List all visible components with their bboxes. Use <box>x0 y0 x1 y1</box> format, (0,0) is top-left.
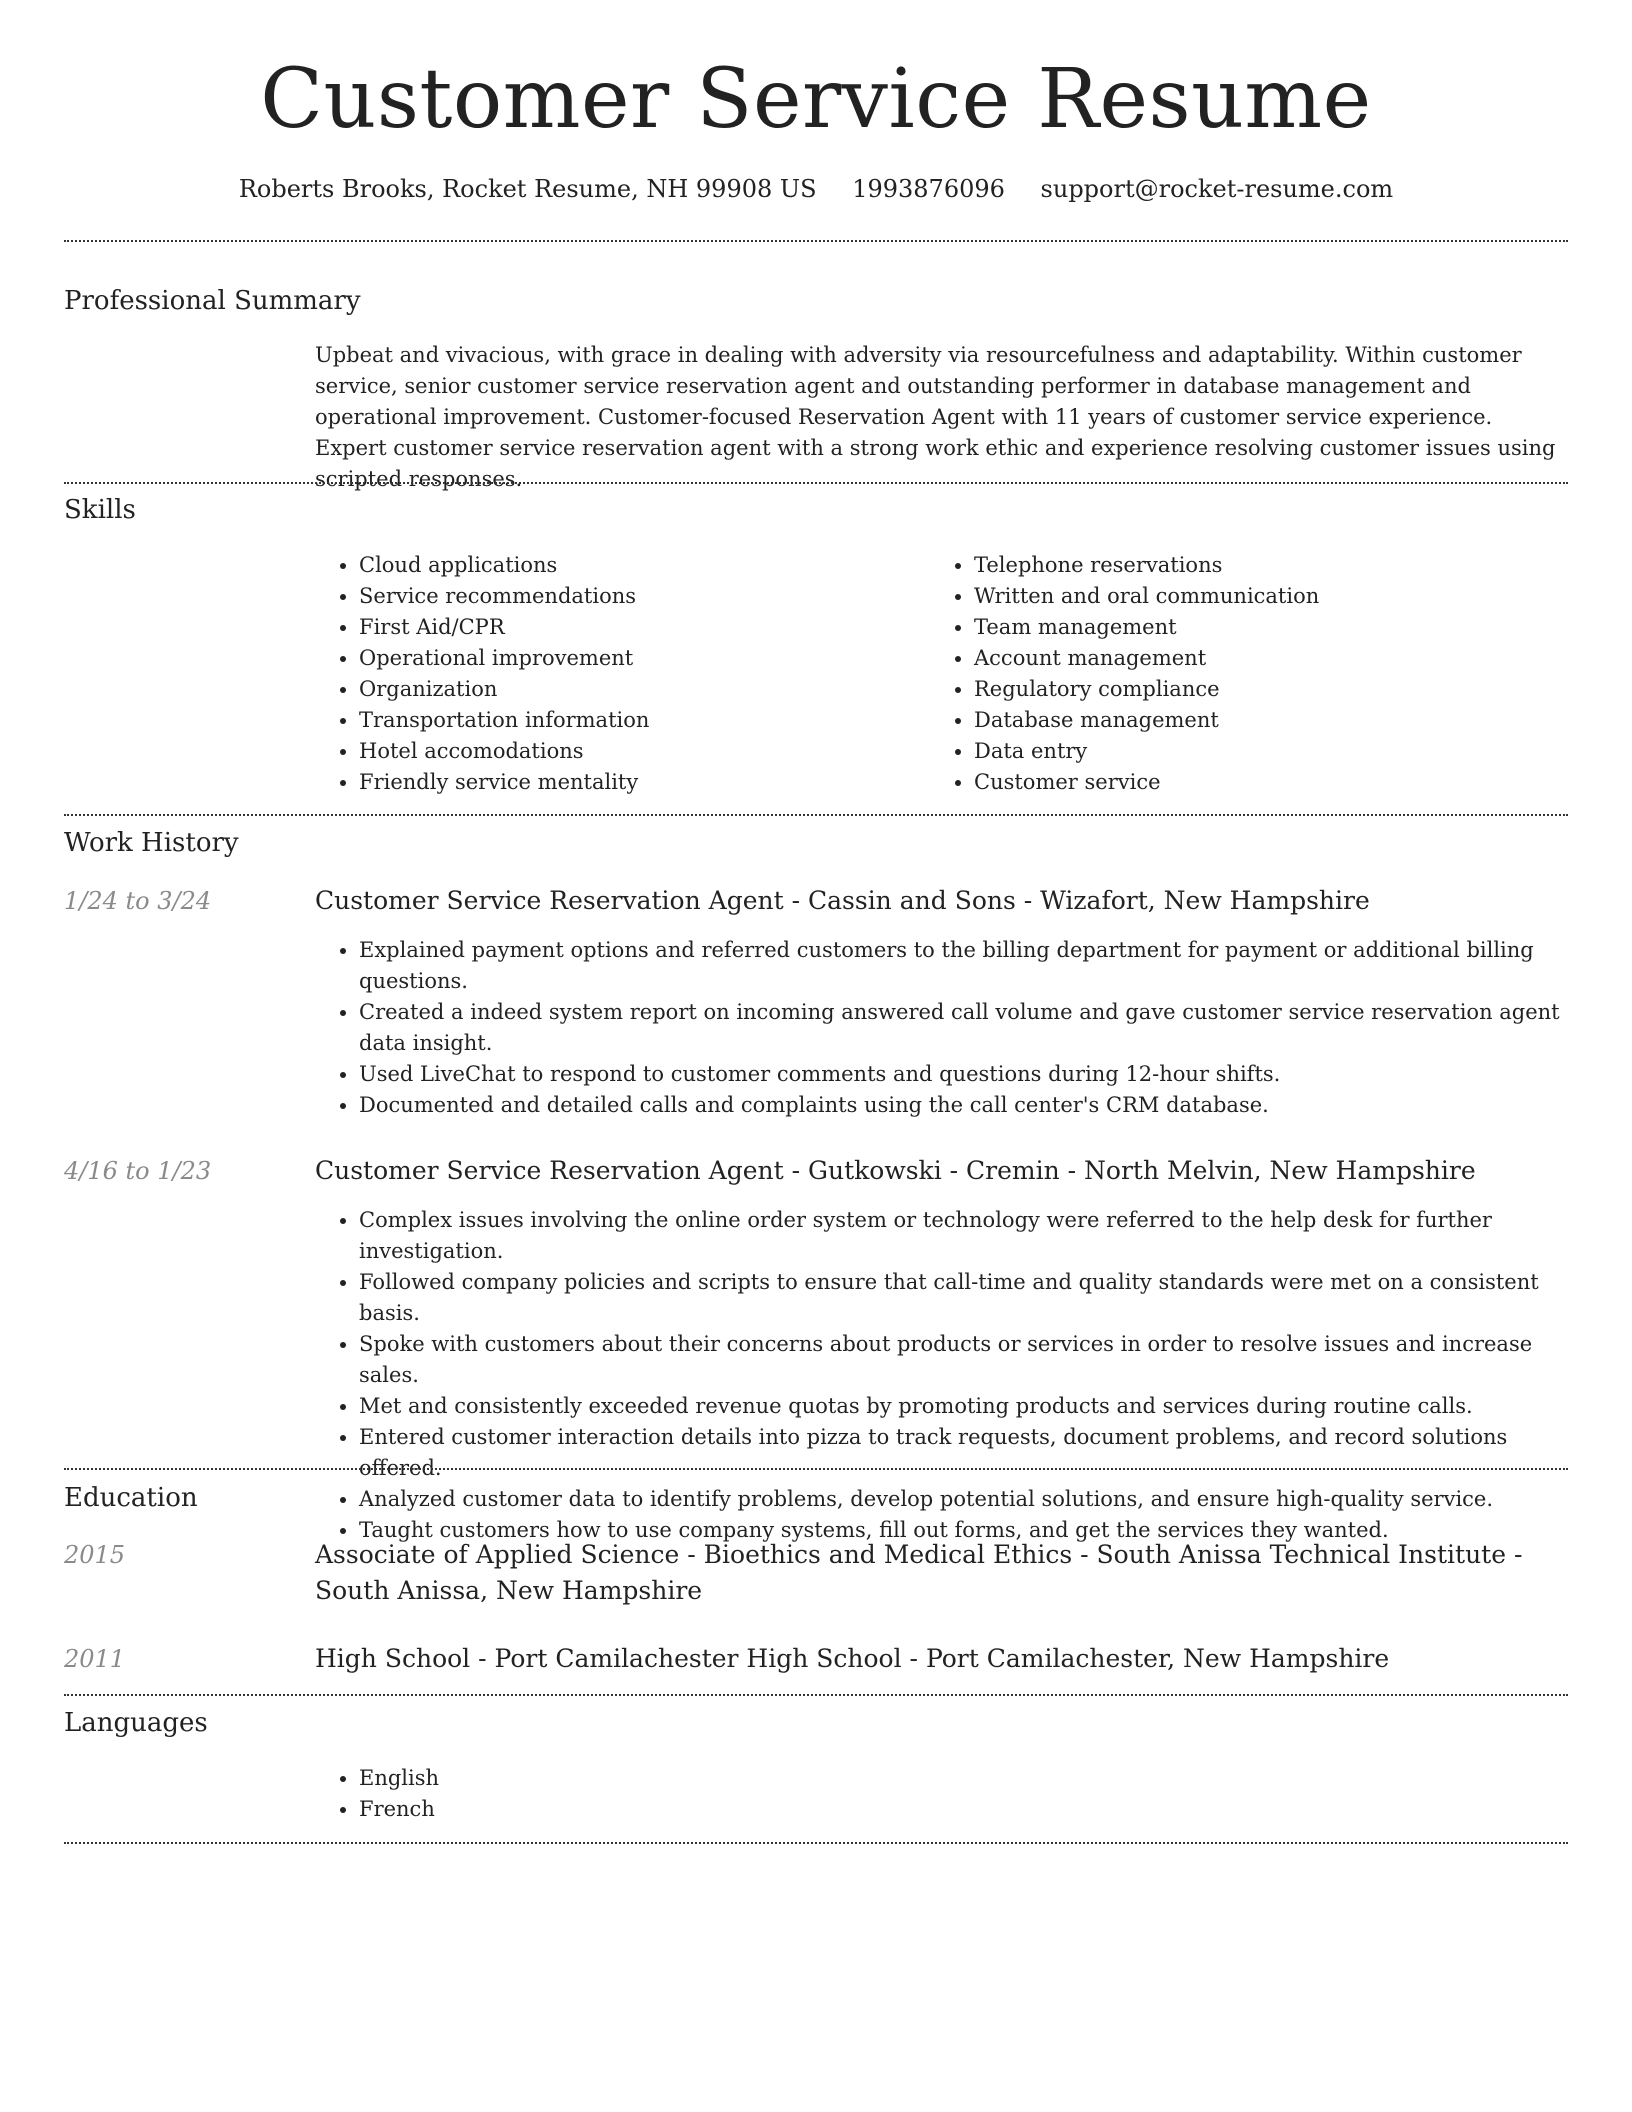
skills-left-column <box>315 550 895 798</box>
list-item: • Hotel accomodations <box>359 736 895 767</box>
education-entry <box>315 1537 1565 1609</box>
work-heading: Work History <box>64 828 239 858</box>
list-item: • Written and oral communication <box>974 581 1510 612</box>
list-item: • English <box>359 1763 1565 1794</box>
list-item: • Complex issues involving the online order system or technology were referred to the help desk for further investigation. <box>359 1205 1565 1267</box>
divider <box>64 1694 1568 1696</box>
list-item: • Created a indeed system report on incoming answered call volume and gave customer service reservation agent data insight. <box>359 997 1565 1059</box>
list-item: • Telephone reservations <box>974 550 1510 581</box>
contact-phone: 1993876096 <box>852 175 1005 203</box>
list-item: • Entered customer interaction details into pizza to track requests, document problems, and record solutions offered. <box>359 1422 1565 1484</box>
list-item: • Documented and detailed calls and complaints using the call center's CRM database. <box>359 1090 1565 1121</box>
list-item: • Account management <box>974 643 1510 674</box>
job-bullets <box>315 1205 1565 1546</box>
list-item: • Used LiveChat to respond to customer comments and questions during 12-hour shifts. <box>359 1059 1565 1090</box>
list-item: • Database management <box>974 705 1510 736</box>
job-role: Customer Service Reservation Agent <box>315 886 784 915</box>
list-item: • French <box>359 1794 1565 1825</box>
divider <box>64 482 1568 484</box>
list-item: • First Aid/CPR <box>359 612 895 643</box>
list-item: • Taught customers how to use company systems, fill out forms, and get the services they wanted. <box>359 1515 1565 1546</box>
list-item: • Transportation information <box>359 705 895 736</box>
job-dates: 4/16 to 1/23 <box>64 1157 212 1185</box>
divider <box>64 814 1568 816</box>
languages-heading: Languages <box>64 1708 208 1738</box>
job-bullets <box>315 935 1565 1121</box>
list-item: • Organization <box>359 674 895 705</box>
list-item: • Spoke with customers about their concerns about products or services in order to resolve issues and increase sales. <box>359 1329 1565 1391</box>
skills-right-column <box>930 550 1510 798</box>
education-details: - South Anissa Technical Institute - South Anissa, New Hampshire <box>315 1540 1523 1605</box>
education-degree: High School <box>315 1644 471 1673</box>
list-item: • Met and consistently exceeded revenue quotas by promoting products and services during routine calls. <box>359 1391 1565 1422</box>
job-role: Customer Service Reservation Agent <box>315 1156 784 1185</box>
divider <box>64 1842 1568 1844</box>
job-details: - Gutkowski - Cremin - North Melvin, New Hampshire <box>783 1156 1476 1185</box>
list-item: • Friendly service mentality <box>359 767 895 798</box>
list-item: • Cloud applications <box>359 550 895 581</box>
job-dates: 1/24 to 3/24 <box>64 887 212 915</box>
divider <box>64 1468 1568 1470</box>
list-item: • Regulatory compliance <box>974 674 1510 705</box>
list-item: • Operational improvement <box>359 643 895 674</box>
education-degree: Associate of Applied Science - Bioethics and Medical Ethics <box>315 1540 1073 1569</box>
languages-list <box>315 1763 1565 1825</box>
list-item: • Followed company policies and scripts to ensure that call-time and quality standards were met on a consistent basis. <box>359 1267 1565 1329</box>
list-item: • Data entry <box>974 736 1510 767</box>
contact-address: Roberts Brooks, Rocket Resume, NH 99908 US <box>238 175 817 203</box>
divider <box>64 240 1568 242</box>
job-title <box>315 1153 1565 1189</box>
job-details: - Cassin and Sons - Wizafort, New Hampshire <box>783 886 1370 915</box>
list-item: • Analyzed customer data to identify problems, develop potential solutions, and ensure high-quality service. <box>359 1484 1565 1515</box>
education-details: - Port Camilachester High School - Port Camilachester, New Hampshire <box>470 1644 1390 1673</box>
list-item: • Explained payment options and referred customers to the billing department for payment or additional billing questions. <box>359 935 1565 997</box>
resume-title: Customer Service Resume <box>260 52 1372 147</box>
summary-text: Upbeat and vivacious, with grace in dealing with adversity via resourcefulness and adaptability. Within customer service, senior customer service reservation agent and outstanding performer in database management and operational improvement. Customer-focused Reservation Agent with 11 years of customer service experience. Expert customer service reservation agent with a strong work ethic and experience resolving customer issues using scripted responses. <box>315 343 1556 491</box>
education-year: 2015 <box>64 1541 126 1569</box>
education-year: 2011 <box>64 1645 126 1673</box>
job-title <box>315 883 1565 919</box>
skills-list-right <box>930 550 1510 798</box>
summary-heading: Professional Summary <box>64 286 361 316</box>
list-item: • Customer service <box>974 767 1510 798</box>
skills-heading: Skills <box>64 495 136 525</box>
contact-email: support@rocket-resume.com <box>1040 175 1394 203</box>
list-item: • Service recommendations <box>359 581 895 612</box>
skills-list-left <box>315 550 895 798</box>
list-item: • Team management <box>974 612 1510 643</box>
education-entry <box>315 1641 1565 1677</box>
education-heading: Education <box>64 1483 198 1513</box>
contact-line <box>0 172 1632 206</box>
